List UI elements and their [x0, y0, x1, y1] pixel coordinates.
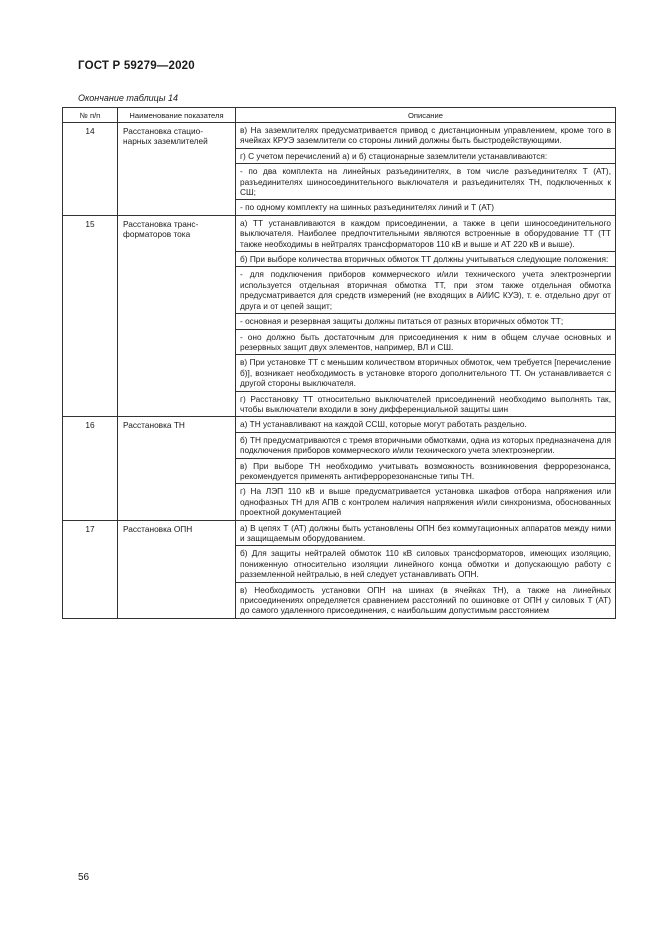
- description-paragraph: г) На ЛЭП 110 кВ и выше предусматривается установка шкафов отбора напряжения или однофазных ТН для АПВ с контролем наличия напряжения и/или синхронизма, обоснованных проектной документацией: [236, 483, 615, 519]
- table-row: [63, 417, 616, 520]
- description-paragraph: г) Расстановку ТТ относительно выключателей присоединений необходимо выполнять так, чтобы выключатели входили в зону дифференциальной защиты шин: [236, 391, 615, 417]
- description-cell: [236, 520, 616, 618]
- table-caption: Окончание таблицы 14: [78, 93, 178, 103]
- parameter-name: Расстановка ОПН: [118, 520, 236, 618]
- table-header-row: [63, 108, 616, 123]
- row-number: 14: [63, 123, 118, 216]
- table-row: [63, 215, 616, 417]
- row-number: 16: [63, 417, 118, 520]
- row-number: 17: [63, 520, 118, 618]
- description-paragraph: г) С учетом перечислений а) и б) стационарные заземлители устанавливаются:: [236, 148, 615, 163]
- description-cell: [236, 417, 616, 520]
- description-paragraph: а) ТТ устанавливаются в каждом присоединении, а также в цепи шиносоединительного выключателя. Наиболее предпочтительными являются встроенные в оборудование ТТ (ТТ также необходимы в нейтралях трансформаторов 110 кВ и выше и АТ 220 кВ и выше).: [240, 217, 611, 249]
- description-paragraph: - по два комплекта на линейных разъединителях, в том числе разъединителях Т (АТ), разъединителях шиносоединительного выключателя и разъединителях ТН, подключенных к СШ;: [236, 163, 615, 199]
- description-paragraph: - по одному комплекту на шинных разъединителях линий и Т (АТ): [236, 199, 615, 214]
- description-cell: [236, 123, 616, 216]
- column-header-number: № п/п: [63, 108, 118, 123]
- column-header-description: Описание: [236, 108, 616, 123]
- parameter-name: Расстановка транс- форматоров тока: [118, 215, 236, 417]
- description-paragraph: б) ТН предусматриваются с тремя вторичными обмотками, одна из которых предназначена для подключения приборов коммерческого и/или технического учета электроэнергии.: [236, 432, 615, 458]
- table-row: [63, 520, 616, 618]
- standard-designation: ГОСТ Р 59279—2020: [78, 60, 195, 72]
- description-paragraph: - основная и резервная защиты должны питаться от разных вторичных обмоток ТТ;: [236, 313, 615, 328]
- row-number: 15: [63, 215, 118, 417]
- description-paragraph: в) При установке ТТ с меньшим количеством вторичных обмоток, чем требуется [перечисление б)], возникает необходимость в установке второго дополнительного ТТ. Он устанавливается с другой стороны выключателя.: [236, 354, 615, 390]
- parameter-name: Расстановка ТН: [118, 417, 236, 520]
- description-paragraph: а) ТН устанавливают на каждой ССШ, которые могут работать раздельно.: [240, 419, 527, 430]
- description-paragraph: - оно должно быть достаточным для присоединения к ним в общем случае основных и резервных защит двух элементов, например, ВЛ и СШ.: [236, 329, 615, 355]
- page-number: 56: [78, 872, 90, 883]
- description-paragraph: а) В цепях Т (АТ) должны быть установлены ОПН без коммутационных аппаратов между ними и защищаемым оборудованием.: [240, 522, 611, 543]
- description-paragraph: в) На заземлителях предусматривается привод с дистанционным управлением, кроме того в ячейках КРУЭ заземлители со стороны линий должны быть быстродействующими.: [240, 125, 611, 146]
- parameters-table: [62, 107, 616, 619]
- column-header-name: Наименование показателя: [118, 108, 236, 123]
- description-paragraph: б) Для защиты нейтралей обмоток 110 кВ силовых трансформаторов, имеющих изоляцию, пониженную относительно изоляции линейного конца обмотки и допускающую работу с разземленной нейтралью, в ней следует устанавливать ОПН.: [236, 545, 615, 581]
- parameter-name: Расстановка стацио- нарных заземлителей: [118, 123, 236, 216]
- description-paragraph: б) При выборе количества вторичных обмоток ТТ должны учитываться следующие положения:: [236, 251, 615, 266]
- description-paragraph: в) Необходимость установки ОПН на шинах (в ячейках ТН), а также на линейных присоединениях определяется сравнением расстояний по ошиновке от ОПН у силовых Т (АТ) до самого удаленного присоединения, с наибольшим допустимым расстоянием: [236, 582, 615, 618]
- description-paragraph: - для подключения приборов коммерческого и/или технического учета электроэнергии используется отдельная вторичная обмотка ТТ, при этом также отдельная обмотка предусматривается для средств измерений (не входящих в АИИС КУЭ), т. е. отдельно друг от друга и от цепей защит;: [236, 266, 615, 313]
- description-paragraph: в) При выборе ТН необходимо учитывать возможность возникновения феррорезонанса, рекомендуется применять антиферрорезонансные типы ТН.: [236, 458, 615, 484]
- table-row: [63, 123, 616, 216]
- description-cell: [236, 215, 616, 417]
